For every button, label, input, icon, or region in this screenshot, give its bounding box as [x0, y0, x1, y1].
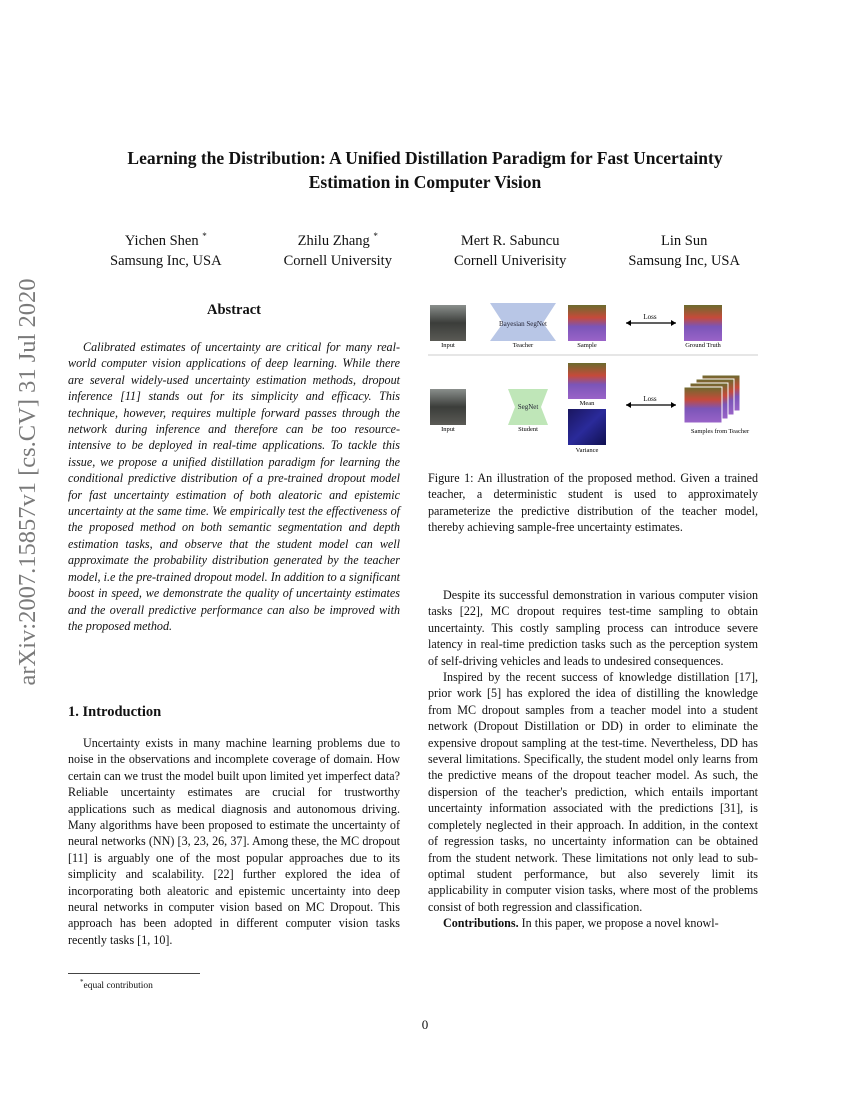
- arxiv-id: arXiv:2007.15857v1 [cs.CV] 31 Jul 2020: [14, 278, 41, 686]
- author-affiliation: Samsung Inc, USA: [110, 252, 222, 269]
- footnote: [80, 978, 153, 991]
- sample-image: [568, 305, 606, 341]
- label-variance: Variance: [575, 447, 599, 454]
- footnote-text: equal contribution: [83, 981, 153, 992]
- teacher-box-label: Bayesian SegNet: [498, 320, 548, 328]
- right-column-body: [428, 587, 758, 932]
- loss-label-bottom: Loss: [643, 395, 657, 403]
- label-sample: Sample: [577, 342, 597, 349]
- input-image-bottom: [430, 389, 466, 425]
- label-input-bottom: Input: [441, 426, 455, 433]
- arrow-head: [671, 402, 676, 408]
- abstract-body: [68, 339, 400, 634]
- author: [628, 226, 740, 271]
- intro-body: [68, 735, 400, 948]
- student-box-label: SegNet: [517, 403, 539, 411]
- intro-heading: 1. Introduction: [68, 704, 162, 720]
- body-paragraph: Inspired by the recent success of knowledge distillation [17], prior work [5] has explored the idea of distilling the knowledge from MC dropout samples from a teacher model into a student network (Dropout Distillation or DD) in order to eliminate the expensive dropout sampling at the test-time. Nevertheless, DD has several limitations. Specifically, the student model only learns from the predictive means of the dropout teacher model. As such, the dispersion of the teacher's prediction, which entails important uncertainty information associated with the predictions [31], is completely neglected in their approach. In addition, in the context of regression tasks, no uncertainty information can be obtained from the student network. These limitations not only lead to sub-optimal student performance, but also severely limit its applicability in computer vision tasks, where most of the problems consist of both regression and classification.: [428, 670, 758, 914]
- author: [454, 226, 566, 271]
- paper-title: [60, 146, 790, 194]
- variance-image: [568, 409, 606, 445]
- label-ground-truth: Ground Truth: [685, 342, 721, 349]
- contributions-heading: Contributions.: [443, 916, 519, 931]
- footnote-rule: [68, 973, 200, 974]
- author-name: Yichen Shen: [124, 232, 199, 249]
- author-name: Lin Sun: [661, 232, 708, 249]
- title-line-1: Learning the Distribution: A Unified Distillation Paradigm for Fast Uncertainty: [127, 148, 723, 168]
- arxiv-watermark: [14, 278, 42, 686]
- arrow-head: [671, 320, 676, 326]
- author-list: [110, 226, 740, 271]
- ground-truth-image: [684, 305, 722, 341]
- label-teacher: Teacher: [512, 342, 534, 349]
- mean-image: [568, 363, 606, 399]
- figure-caption: [428, 470, 758, 536]
- author: [284, 226, 392, 271]
- footnote-mark: *: [80, 978, 84, 986]
- contributions-text: In this paper, we propose a novel knowl-: [518, 916, 719, 931]
- contributions-paragraph: [428, 915, 758, 931]
- input-image-top: [430, 305, 466, 341]
- author-mark: *: [202, 231, 207, 241]
- author: [110, 226, 222, 271]
- author-affiliation: Cornell University: [283, 252, 392, 269]
- author-mark: *: [373, 231, 378, 241]
- author-name: Mert R. Sabuncu: [460, 232, 560, 249]
- abstract-heading: Abstract: [207, 302, 261, 318]
- author-name: Zhilu Zhang: [297, 232, 370, 249]
- page-number: 0: [421, 1017, 429, 1032]
- label-student: Student: [518, 426, 538, 433]
- intro-paragraph: Uncertainty exists in many machine learning problems due to noise in the observations and incomplete coverage of domain. How certain can we trust the model built upon limited yet imperfect data? Reliable uncertainty estimates are crucial for trustworthy applications such as medical diagnosis and autonomous driving. Many algorithms have been proposed to estimate the uncertainty of neural networks (NN) [3, 23, 26, 37]. Among these, the MC dropout [11] is arguably one of the most popular approaches due to its simplicity and scalability. [22] further explored the idea of incorporating both aleatoric and epistemic uncertainty into deep neural networks in computer vision based on MC Dropout. This approach has been adopted in different computer vision tasks recently tasks [1, 10].: [68, 736, 400, 947]
- label-input-top: Input: [441, 342, 455, 349]
- teacher-sample-stack: [684, 387, 722, 423]
- label-samples-from-teacher: Samples from Teacher: [690, 428, 750, 435]
- loss-label-top: Loss: [643, 313, 657, 321]
- arrow-head: [626, 402, 631, 408]
- title-line-2: Estimation in Computer Vision: [308, 172, 542, 192]
- caption-text: Figure 1: An illustration of the proposed method. Given a trained teacher, a deterministic student is used to approximately parameterize the predictive distribution of the teacher model, thereby achieving sample-free uncertainty estimates.: [428, 471, 758, 535]
- abstract-text: Calibrated estimates of uncertainty are critical for many real-world computer vision applications of deep learning. While there are several widely-used uncertainty estimation methods, dropout inference [11] stands out for its simplicity and efficacy. This technique, however, requires multiple forward passes through the network during inference and therefore can be too resource-intensive to be deployed in real-time applications. To tackle this issue, we propose a unified distillation paradigm for learning the conditional predictive distribution of a pre-trained dropout model for fast uncertainty estimation of both aleatoric and epistemic uncertainty at the same time. We empirically test the effectiveness of the proposed method on both semantic segmentation and depth estimation tasks, and observe that the student model can well approximate the probability distribution generated by the teacher model, i.e the pre-trained dropout model. In addition to a significant boost in speed, we demonstrate the quality of uncertainty estimates and the overall predictive performance can also be improved with the proposed method.: [68, 340, 400, 633]
- body-paragraph: Despite its successful demonstration in various computer vision tasks [22], MC dropout requires test-time sampling to obtain uncertainty. This costly sampling process can introduce severe latency in real-time prediction tasks such as the perception system of self-driving vehicles and leads to undesired consequences.: [428, 588, 758, 668]
- author-affiliation: Cornell Univerisity: [453, 252, 567, 269]
- author-affiliation: Samsung Inc, USA: [628, 252, 740, 269]
- figure-1: [428, 297, 758, 462]
- label-mean: Mean: [579, 400, 595, 407]
- arrow-head: [626, 320, 631, 326]
